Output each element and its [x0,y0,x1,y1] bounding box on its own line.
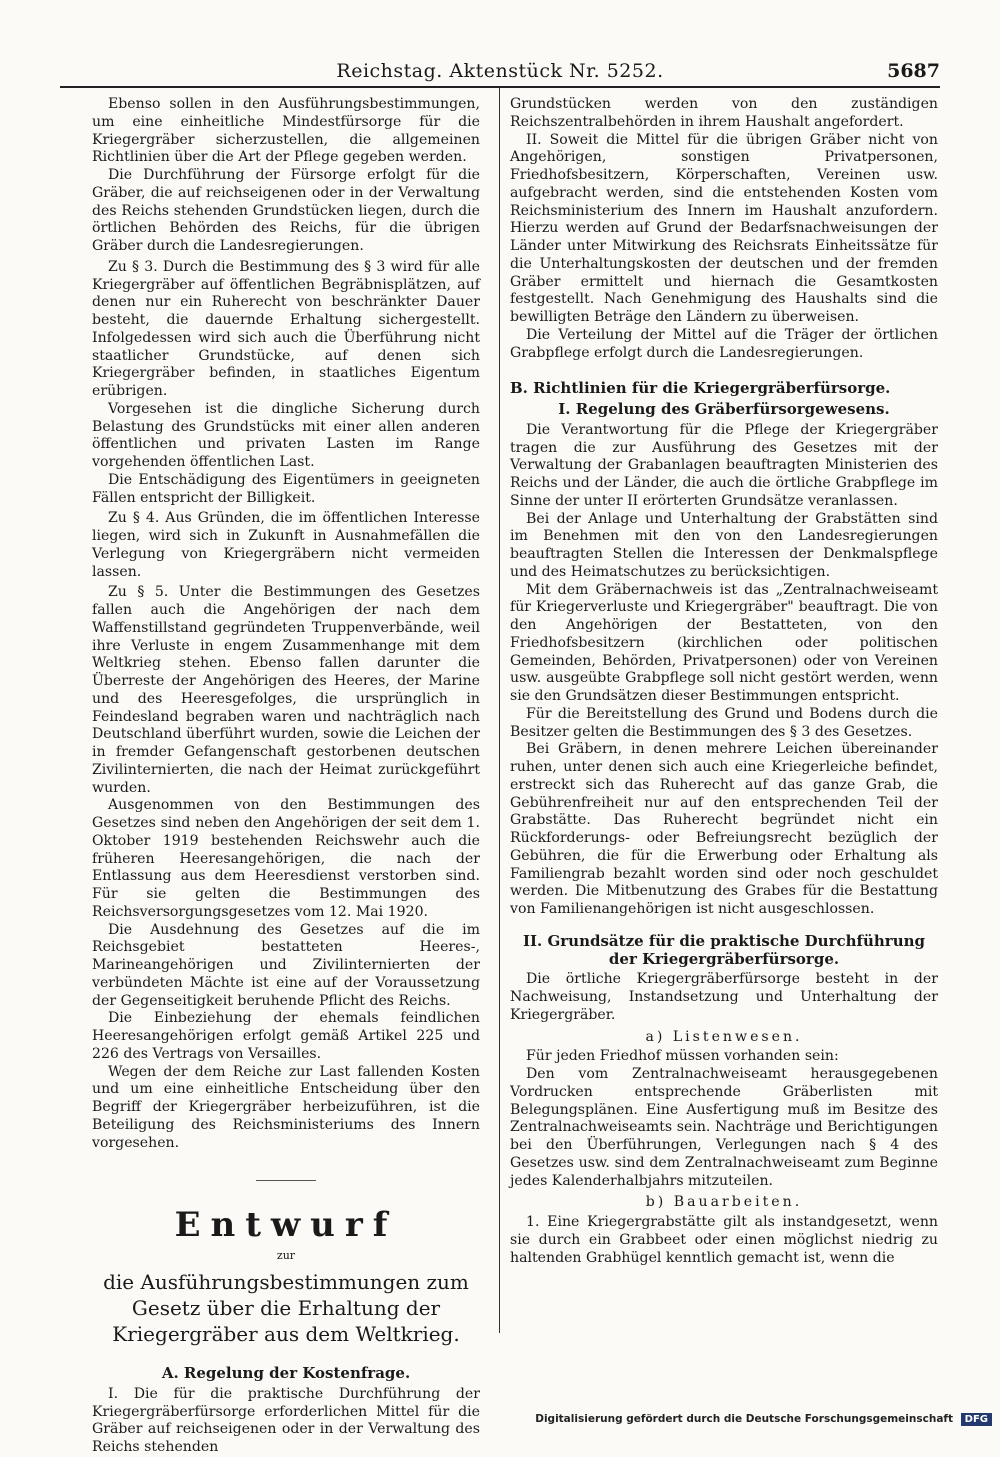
paragraph: Ausgenommen von den Bestimmungen des Gesetzes sind neben den Angehörigen der seit dem 1. Oktober 1919 bestehenden Reichswehr auch die früheren Heeresangehörigen, die nach der Entlassung aus dem Heeresdienst verstorben sind. Für sie gelten die Bestimmungen des Reichsversorgungsgesetzes vom 12. Mai 1920. [92,797,480,920]
paragraph: Grundstücken werden von den zuständigen Reichszentralbehörden in ihrem Haushalt angefordert. [510,96,938,130]
left-column [92,96,480,1457]
subheading-listenwesen: a) Listenwesen. [645,1028,803,1045]
page-number: 5687 [887,60,940,82]
section-heading-a: A. Regelung der Kostenfrage. [161,1364,411,1382]
digitization-credit [535,1413,992,1426]
paragraph: Die Entschädigung des Eigentümers in geeigneten Fällen entspricht der Billigkeit. [92,471,480,506]
paragraph: Die Einbeziehung der ehemals feindlichen Heeresangehörigen erfolgt gemäß Artikel 225 und 226 des Vertrags von Versailles. [92,1010,480,1062]
paragraph: Bei der Anlage und Unterhaltung der Grabstätten sind im Benehmen mit den von den Landesregierungen beauftragten Stellen die Interessen der Denkmalspflege und des Heimatschutzes zu berücksichtigen. [510,510,938,580]
paragraph: Die Ausdehnung des Gesetzes auf die im Reichsgebiet bestatteten Heeres-, Marineangehörigen und Zivilinternierten der verbündeten Mächte ist eine auf der Voraussetzung der Gegenseitigkeit beruhende Pflicht des Reichs. [92,921,480,1009]
paragraph: Zu § 4. Aus Gründen, die im öffentlichen Interesse liegen, wird sich in Zukunft in Ausnahmefällen die Verlegung von Kriegergräbern nicht vermeiden lassen. [92,510,480,580]
paragraph: I. Die für die praktische Durchführung der Kriegergräberfürsorge erforderlichen Mittel für die Gräber auf reichseigenen oder in der Verwaltung des Reichs stehenden [92,1385,480,1455]
paragraph: II. Soweit die Mittel für die übrigen Gräber nicht von Angehörigen, sonstigen Privatpersonen, Friedhofsbesitzern, Körperschaften, Vereinen usw. aufgebracht werden, sind die entstehenden Kosten vom Reichsministerium des Innern im Haushalt anzufordern. Hierzu werden auf Grund der Bedarfsnachweisungen der Länder unter Mitwirkung des Reichsrats Einheitssätze für die Unterhaltungskosten der deutschen und der fremden Gräber ermittelt und hiernach die Gesamtkosten festgestellt. Nach Genehmigung des Haushalts sind die bewilligten Beträge den Ländern zu überweisen. [510,131,938,325]
page-header [60,60,940,84]
dfg-logo: DFG [961,1413,992,1426]
paragraph: Wegen der dem Reiche zur Last fallenden Kosten und um eine einheitliche Entscheidung über den Begriff der Kriegergräber herbeizuführen, ist die Beteiligung des Reichsministeriums des Innern vorgesehen. [92,1063,480,1151]
paragraph: Den vom Zentralnachweiseamt herausgegebenen Vordrucken entsprechende Gräberlisten mit Belegungsplänen. Eine Ausfertigung muß im Besitze des Zentralnachweiseamts sein. Nachträge und Berichtigungen bei den Überführungen, Verlegungen nach § 4 des Gesetzes usw. sind dem Zentralnachweiseamt zum Beginne jedes Kalenderhalbjahrs mitzuteilen. [510,1066,938,1189]
draft-zur: zur [276,1249,296,1263]
paragraph: Bei Gräbern, in denen mehrere Leichen übereinander ruhen, unter denen sich auch eine Kriegerleiche befindet, erstreckt sich das Ruherecht auf das ganze Grab, die Gebührenfreiheit nur auf den entsprechenden Teil der Grabstätte. Das Ruherecht begründet nicht ein Rückforderungs- oder Befreiungsrecht bezüglich der Gebühren, die für die Erwerbung oder Erhaltung als Familiengrab bezahlt worden sind oder noch geschuldet werden. Die Mitbenutzung des Grabes für die Bestattung von Familienangehörigen ist nicht ausgeschlossen. [510,741,938,917]
paragraph: 1. Eine Kriegergrabstätte gilt als instandgesetzt, wenn sie durch ein Grabbeet oder einen möglichst niedrig zu haltenden Grabhügel kenntlich gemacht ist, wenn die [510,1214,938,1266]
paragraph: Ebenso sollen in den Ausführungsbestimmungen, um eine einheitliche Mindestfürsorge für die Kriegergräber sicherzustellen, die allgemeinen Richtlinien über die Art der Pflege gegeben werden. [92,96,480,166]
section-divider [256,1180,316,1181]
paragraph: Die Durchführung der Fürsorge erfolgt für die Gräber, die auf reichseigenen oder in der Verwaltung des Reichs stehenden Grundstücken liegen, durch die örtlichen Behörden des Reichs, für die übrigen Gräber durch die Landesregierungen. [92,167,480,254]
paragraph: Die Verteilung der Mittel auf die Träger der örtlichen Grabpflege erfolgt durch die Landesregierungen. [510,326,938,361]
header-rule [60,86,940,88]
paragraph: Für die Bereitstellung des Grund und Bodens durch die Besitzer gelten die Bestimmungen des § 3 des Gesetzes. [510,705,938,740]
right-column [510,96,938,1267]
header-title: Reichstag. Aktenstück Nr. 5252. [336,60,664,82]
paragraph: Für jeden Friedhof müssen vorhanden sein: [526,1048,839,1065]
draft-title: Entwurf [174,1205,398,1246]
section-heading-b-ii: II. Grundsätze für die praktische Durchführung der Kriegergräberfürsorge. [522,931,925,968]
section-heading-b: B. Richtlinien für die Kriegergräberfürsorge. [510,379,891,398]
draft-subtitle: die Ausführungsbestimmungen zum Gesetz über die Erhaltung der Kriegergräber aus dem Weltkrieg. [103,1270,469,1346]
section-heading-b-i: I. Regelung des Gräberfürsorgewesens. [558,400,890,418]
paragraph: Zu § 3. Durch die Bestimmung des § 3 wird für alle Kriegergräber auf öffentlichen Begräbnisplätzen, auf denen nur ein Ruherecht von beschränkter Dauer besteht, die dauernde Erhaltung sichergestellt. Infolgedessen wird sich auch die Überführung nicht staatlicher Grundstücke, auf denen sich Kriegergräber befinden, in staatliches Eigentum erübrigen. [92,258,480,399]
subheading-bauarbeiten: b) Bauarbeiten. [645,1194,803,1211]
column-divider [499,88,500,1333]
credit-text: Digitalisierung gefördert durch die Deutsche Forschungsgemeinschaft [535,1413,953,1425]
paragraph: Die örtliche Kriegergräberfürsorge besteht in der Nachweisung, Instandsetzung und Unterhaltung der Kriegergräber. [510,971,938,1023]
paragraph: Mit dem Gräbernachweis ist das „Zentralnachweiseamt für Kriegerverluste und Kriegergräber" beauftragt. Die von den Angehörigen der Bestatteten, von den Friedhofsbesitzern (kirchlichen oder politischen Gemeinden, Behörden, Privatpersonen) oder von Vereinen usw. ausgeübte Grabpflege soll nicht gestört werden, wenn sie den Grundsätzen dieser Bestimmungen entspricht. [510,581,938,704]
paragraph: Vorgesehen ist die dingliche Sicherung durch Belastung des Grundstücks mit einer allen anderen öffentlichen und privaten Lasten im Range vorgehenden öffentlichen Last. [92,400,480,470]
paragraph: Die Verantwortung für die Pflege der Kriegergräber tragen die zur Ausführung des Gesetzes mit der Verwaltung der Grabanlagen beauftragten Ministerien des Reichs und der Länder, die auch die örtliche Grabpflege im Sinne der unter II erörterten Grundsätze veranlassen. [510,421,938,509]
paragraph: Zu § 5. Unter die Bestimmungen des Gesetzes fallen auch die Angehörigen der nach dem Waffenstillstand gegründeten Truppenverbände, weil ihre Verluste in engem Zusammenhange mit dem Weltkrieg stehen. Ebenso fallen darunter die Überreste der Angehörigen des Heeres, der Marine und des Heeresgefolges, die ursprünglich in Feindesland begraben waren und nachträglich nach Deutschland überführt wurden, sowie die Leichen der in fremder Gefangenschaft gestorbenen deutschen Zivilinternierten, die nach der Heimat zurückgeführt wurden. [92,584,480,796]
